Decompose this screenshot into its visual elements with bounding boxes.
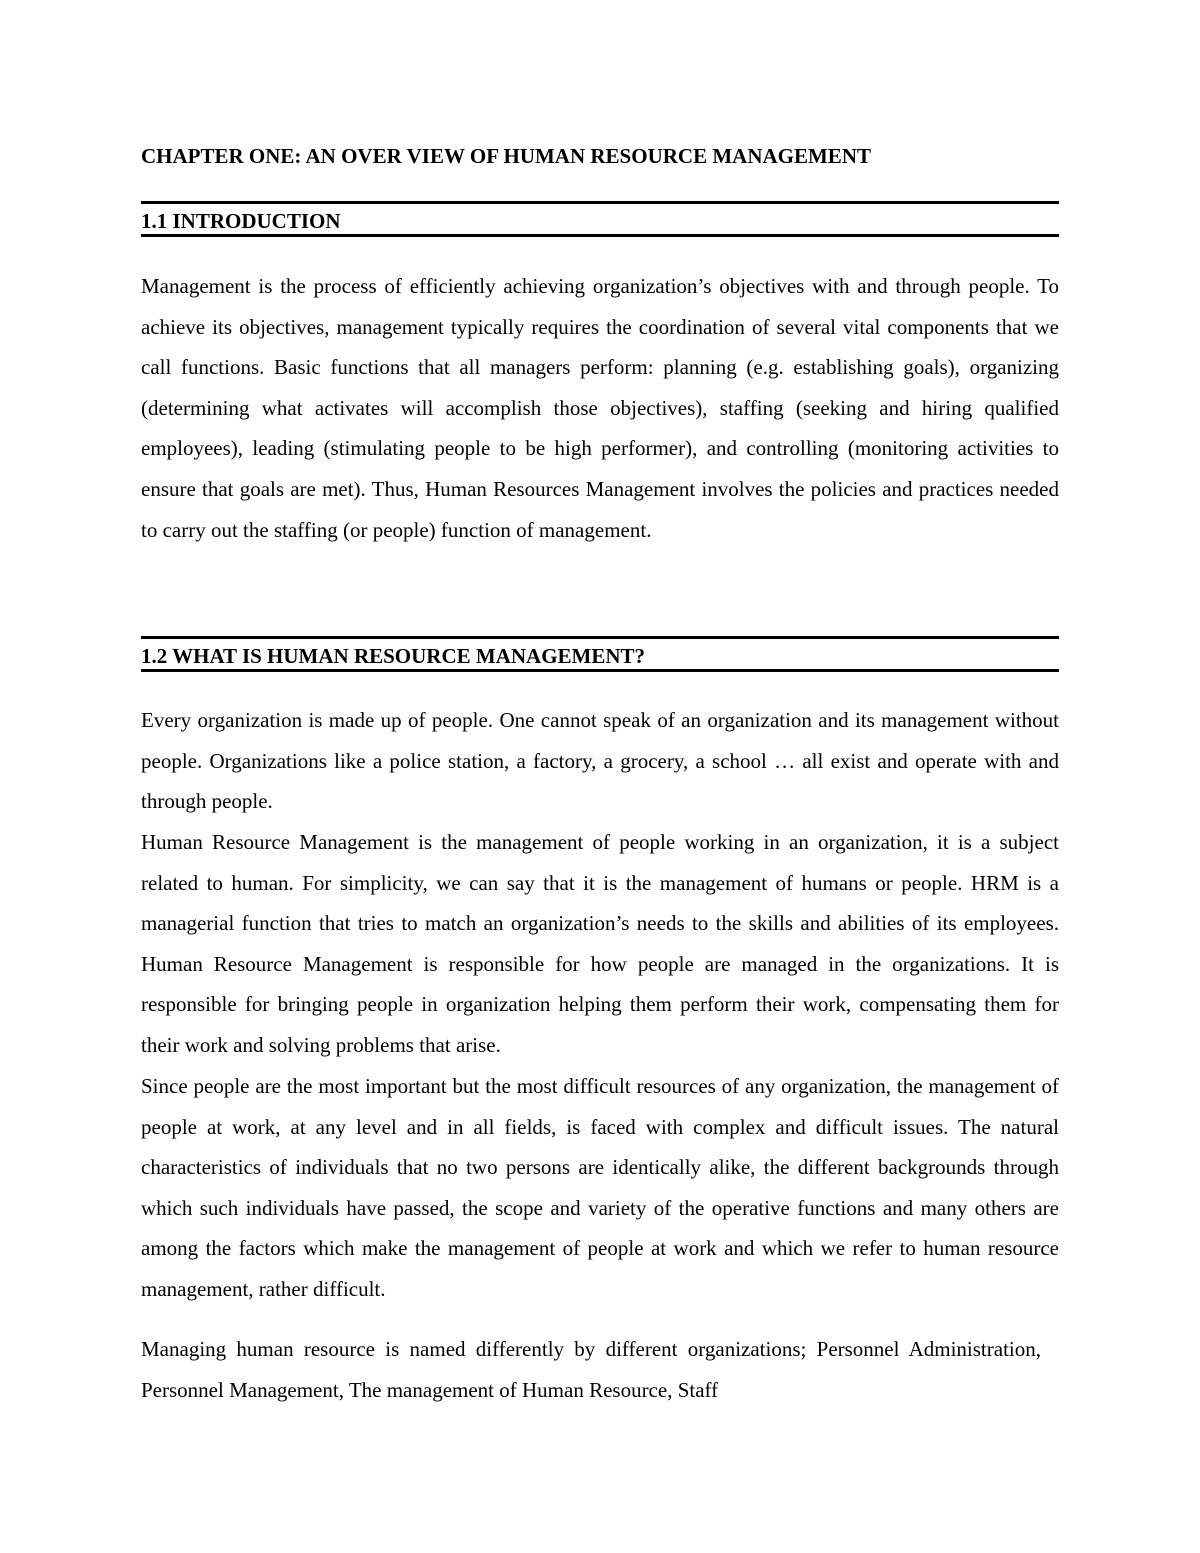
section-rule-top: [141, 201, 1059, 204]
section-rule-top: [141, 636, 1059, 639]
paragraph: Since people are the most important but the most difficult resources of any organization, the management of people at work, at any level and in all fields, is faced with complex and difficult issues. The natural characteristics of individuals that no two persons are identically alike, the different backgrounds through which such individuals have passed, the scope and variety of the operative functions and many others are among the factors which make the management of people at work and which we refer to human resource management, rather difficult.: [141, 1074, 1059, 1301]
paragraph: Every organization is made up of people. One cannot speak of an organization and its management without people. Organizations like a police station, a factory, a grocery, a school … all exist and operate with and through people.: [141, 708, 1059, 814]
section-heading: 1.2 WHAT IS HUMAN RESOURCE MANAGEMENT?: [141, 644, 646, 668]
paragraph: Management is the process of efficiently achieving organization’s objectives with and through people. To achieve its objectives, management typically requires the coordination of several vital components that we call functions. Basic functions that all managers perform: planning (e.g. establishing goals), organizing (determining what activates will accomplish those objectives), staffing (seeking and hiring qualified employees), leading (stimulating people to be high performer), and controlling (monitoring activities to ensure that goals are met). Thus, Human Resources Management involves the policies and practices needed to carry out the staffing (or people) function of management.: [141, 274, 1059, 542]
chapter-title: CHAPTER ONE: AN OVER VIEW OF HUMAN RESOURCE MANAGEMENT: [141, 144, 871, 168]
paragraph: Human Resource Management is the management of people working in an organization, it is a subject related to human. For simplicity, we can say that it is the management of humans or people. HRM is a managerial function that tries to match an organization’s needs to the skills and abilities of its employees. Human Resource Management is responsible for how people are managed in the organizations. It is responsible for bringing people in organization helping them perform their work, compensating them for their work and solving problems that arise.: [141, 830, 1059, 1057]
paragraph: Managing human resource is named differently by different organizations; Personnel Administration, Personnel Management, The management of Human Resource, Staff: [141, 1337, 1041, 1402]
section-rule-bottom: [141, 234, 1059, 237]
section-rule-bottom: [141, 669, 1059, 672]
section-heading: 1.1 INTRODUCTION: [141, 209, 341, 233]
